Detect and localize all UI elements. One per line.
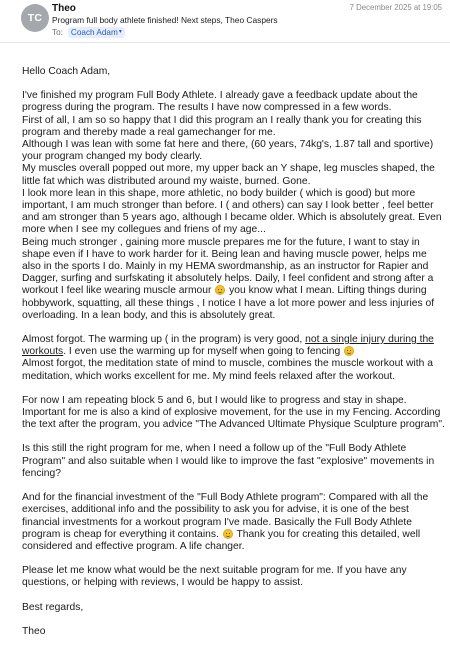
paragraph: Although I was lean with some fat here and there, (60 years, 74kg's, 1.87 tall and sportive) your program changed my body clearly. bbox=[22, 139, 434, 163]
recipient-name: Coach Adam bbox=[70, 28, 118, 37]
smiley-emoji-icon bbox=[215, 285, 225, 295]
email-date: 7 December 2025 at 19:05 bbox=[349, 3, 442, 12]
signature: Theo bbox=[22, 625, 46, 637]
paragraph-text: And for the financial investment of the "Full Body Athlete program": Compared with all the exercises, additional info and the possibility to ask you for advise, it is one of the best financial investments for a workout program I've made. Basically the Full Body Athlete program is cheap for everything it contains. bbox=[22, 492, 429, 540]
paragraph bbox=[22, 334, 446, 358]
sender-avatar[interactable]: TC bbox=[21, 4, 49, 32]
paragraph: Is this still the right program for me, when I need a follow up of the "Full Body Athlete Program" and also suitable when I would like to improve the fast "explosive" movements in fencing? bbox=[22, 443, 435, 479]
email-body bbox=[22, 66, 446, 638]
paragraph-text: Being much stronger , gaining more muscle prepares me for the future, I want to stay in shape even if I have to work harder for it. Being lean and having muscle power, helps me also in the sports I do. Mainly in my HEMA swordmanship, as an instructor for Rapier and Dagger, surfing and surfskating it absolutely helps. Daily, I feel confident and strong after a workout I feel like wearing muscle armour bbox=[22, 236, 434, 297]
paragraph: First of all, I am so so happy that I did this program an I really thank you for creating this program and thereby made a real gamechanger for me. bbox=[22, 114, 422, 138]
greeting: Hello Coach Adam, bbox=[22, 66, 111, 77]
paragraph-text: Thank you for creating this detailed, well considered and effective program. A life changer. bbox=[22, 528, 421, 552]
smiley-emoji-icon bbox=[223, 529, 233, 539]
email-header bbox=[0, 0, 450, 43]
paragraph: For now I am repeating block 5 and 6, but I would like to progress and stay in shape. Important for me is also a kind of explosive movement, for the use in my Fencing. According the text after the program, you advice "The Advanced Ultimate Physique Sculpture program". bbox=[22, 394, 445, 431]
email-subject: Program full body athlete finished! Next steps, Theo Caspers bbox=[52, 15, 278, 25]
paragraph: Almost forgot, the meditation state of mind to muscle, combines the muscle workout with a meditation, which works excellent for me. My mind feels relaxed after the workout. bbox=[22, 358, 433, 382]
to-label: To: bbox=[52, 28, 63, 37]
paragraph: I've finished my program Full Body Athlete. I already gave a feedback update about the progress during the program. The results I have now compressed in a few words. bbox=[22, 90, 418, 114]
chevron-down-icon[interactable]: ▾ bbox=[118, 29, 122, 35]
paragraph bbox=[22, 237, 446, 322]
paragraph: My muscles overall popped out more, my upper back an Y shape, leg muscles shaped, the little fat which was distributed around my waiste, burned. Gone. bbox=[22, 163, 435, 187]
sender-name[interactable]: Theo bbox=[52, 3, 76, 14]
paragraph: I look more lean in this shape, more athletic, no body builder ( which is good) but more important, I am much stronger than before. I ( and others) can say I look better , feel better and am stronger than 5 years ago, although I became older. Which is absolutely great. Even more when I see my collegues and friens of my age... bbox=[22, 187, 442, 236]
smiley-emoji-icon bbox=[344, 346, 354, 356]
closing: Best regards, bbox=[22, 601, 84, 613]
paragraph-text: . I even use the warming up for myself when going to fencing bbox=[63, 346, 341, 358]
recipient-chip[interactable] bbox=[68, 27, 125, 38]
paragraph: Please let me know what would be the next suitable program for me. If you have any questions, or helping with reviews, I would be happy to assist. bbox=[22, 565, 407, 589]
recipient-row bbox=[52, 27, 125, 38]
underlined-text: not a single injury during the workouts bbox=[22, 334, 434, 358]
paragraph-text: you know what I mean. Lifting things during hobbywork, squatting, all these things , I notice I have a lot more power and less injuries of overloading. In a lean body, and this is absolutely great. bbox=[22, 285, 435, 321]
paragraph bbox=[22, 492, 446, 553]
paragraph-text: Almost forgot. The warming up ( in the program) is very good, bbox=[22, 334, 306, 346]
